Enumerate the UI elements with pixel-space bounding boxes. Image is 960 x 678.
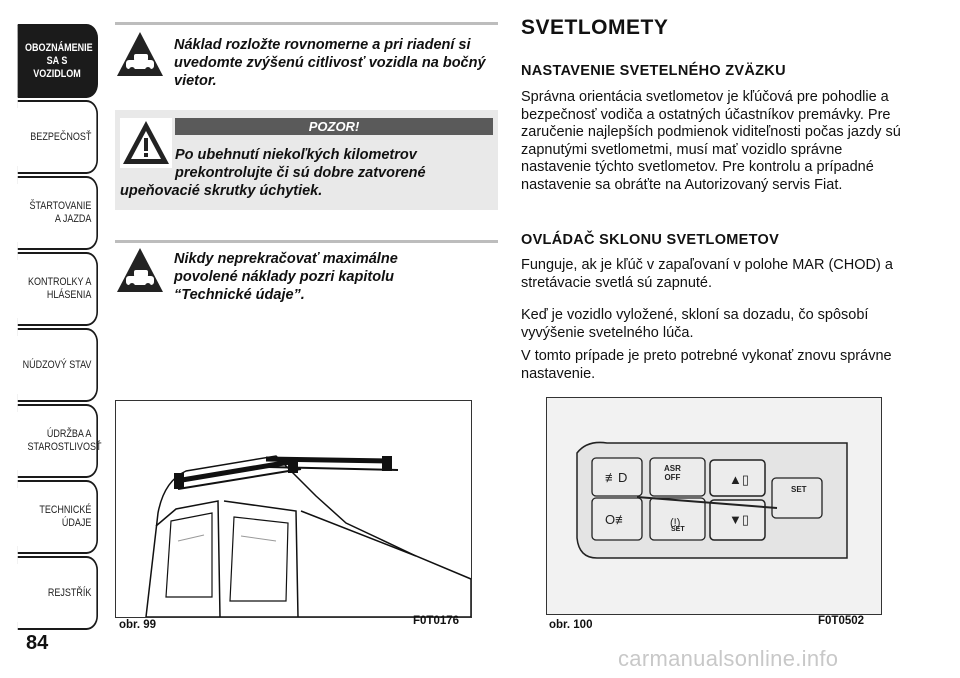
vehicle-load-icon [115,30,165,80]
headlight-switch-figure [546,397,882,615]
tab-udrzba[interactable]: ÚDRŽBA A STAROSTLIVOSŤ [18,404,98,478]
asr-label: ASR [664,464,681,473]
svg-text:▲▯: ▲▯ [729,472,750,487]
tab-startovanie[interactable]: ŠTARTOVANIE A JAZDA [18,176,98,250]
leveling-paragraph-3: V tomto prípade je preto potrebné vykonať znovu správne nastavenie. [521,348,892,382]
off-label: OFF [664,473,681,482]
svg-text:≢D: ≢D [605,470,628,485]
figure-99-code: F0T0176 [413,615,460,627]
caution-text-3: upeňovacié skrutky úchytiek. [120,183,323,199]
roof-rails-figure [115,400,472,618]
warning-triangle-icon [120,118,172,168]
watermark: carmanualsonline.info [618,646,839,671]
divider [115,240,498,243]
tab-bezpecnost[interactable]: BEZPEČNOSŤ [18,100,98,174]
figure-100-code: F0T0502 [818,615,865,627]
tab-rejstrik[interactable]: REJSTŘÍK [18,556,98,630]
section-heading-leveling: OVLÁDAČ SKLONU SVETLOMETOV [521,232,780,248]
leveling-paragraph-2: Keď je vozidlo vyložené, skloní sa dozadu, čo spôsobí vyvýšenie svetelného lúča. [521,307,869,341]
figure-99-label: obr. 99 [119,619,157,631]
set-label-tpms: SET [671,526,685,533]
svg-text:▼▯: ▼▯ [729,512,750,527]
tab-technicke-udaje[interactable]: TECHNICKÉ ÚDAJE [18,480,98,554]
tab-kontrolky[interactable]: KONTROLKY A HLÁSENIA [18,252,98,326]
caution-text-1: Po ubehnutí niekoľkých kilometrov [175,147,417,163]
figure-100-label: obr. 100 [549,619,593,631]
page-title: SVETLOMETY [521,16,669,39]
set-label-leveler: SET [791,485,807,494]
leveling-paragraph-1: Funguje, ak je kľúč v zapaľovaní v polohe MAR (CHOD) a stretávacie svetlá sú zapnuté. [521,257,893,291]
beam-paragraph: Správna orientácia svetlometov je kľúčová pre pohodlie a bezpečnosť vodiča a ostatných účastníkov premávky. Pre zaručenie najlepších podmienok viditeľnosti počas jazdy sú zapnutými svetlometmi, musí mať vozidlo správne nastavenie týchto svetlometov. Pre kontrolu a prípadné nastavenie sa obráťte na Autorizovaný servis Fiat. [521,89,901,193]
load-note: Náklad rozložte rovnomerne a pri riadení si uvedomte zvýšenú citlivosť vozidla na bočný vietor. [174,37,486,89]
tab-oboznamenie[interactable]: OBOZNÁMENIE SA S VOZIDLOM [18,24,98,98]
divider [115,22,498,25]
caution-text-2: prekontrolujte či sú dobre zatvorené [175,165,426,181]
page-number: 84 [26,632,49,654]
tab-nudzovy-stav[interactable]: NÚDZOVÝ STAV [18,328,98,402]
section-heading-beam: NASTAVENIE SVETELNÉHO ZVÄZKU [521,63,786,79]
vehicle-load-icon [115,246,165,296]
svg-text:(!): (!) [670,517,681,529]
svg-text:O≢: O≢ [605,512,629,527]
max-load-note: Nikdy neprekračovať maximálne povolené náklady pozri kapitolu “Technické údaje”. [174,251,398,303]
caution-heading: POZOR! [175,118,493,135]
